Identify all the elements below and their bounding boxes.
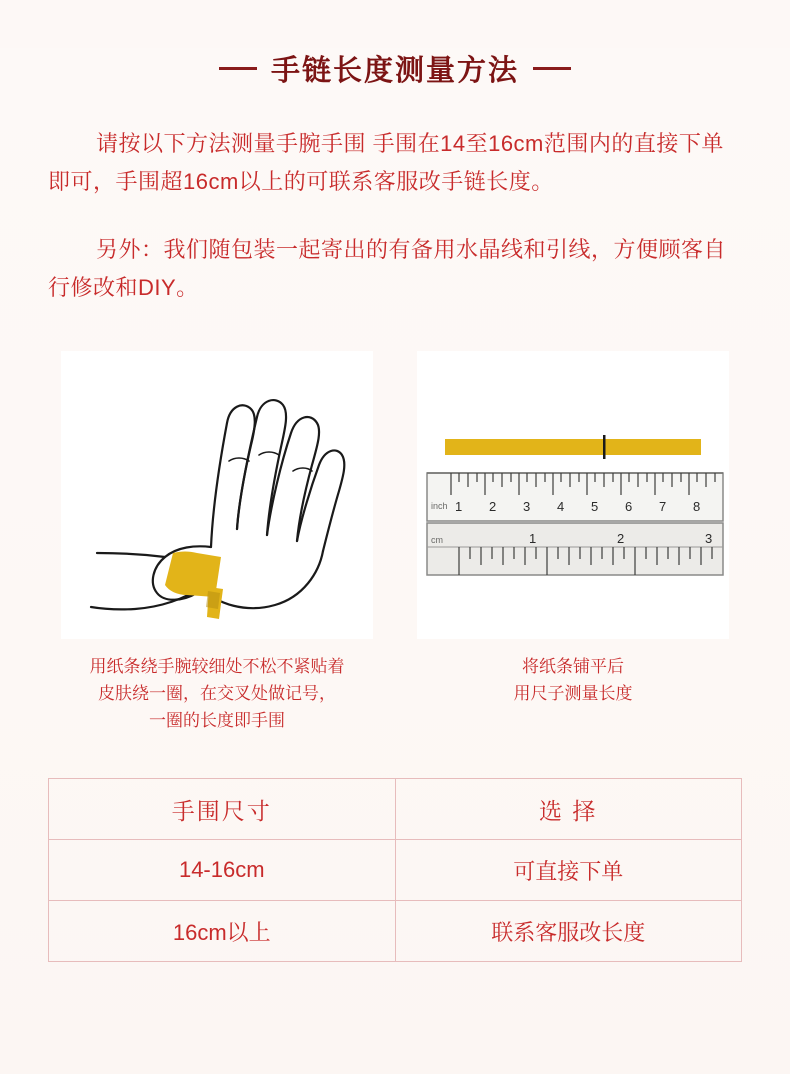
title-dash-left <box>219 67 257 70</box>
table-cell-choice: 可直接下单 <box>395 840 742 901</box>
ruler-illustration-icon <box>417 351 729 639</box>
intro-paragraph-1: 请按以下方法测量手腕手围 手围在14至16cm范围内的直接下单即可，手围超16cm以上的可联系客服改手链长度。 <box>48 131 724 194</box>
table-header-cell-choice: 选 择 <box>395 779 742 840</box>
svg-text:2: 2 <box>489 499 497 514</box>
svg-text:1: 1 <box>455 499 463 514</box>
table-header-row <box>49 779 742 840</box>
svg-text:2: 2 <box>617 531 625 546</box>
figure-hand <box>61 351 373 734</box>
caption-line: 用尺子测量长度 <box>513 684 633 703</box>
svg-text:inch: inch <box>431 501 448 511</box>
ruler-upper <box>427 473 723 521</box>
svg-text:7: 7 <box>659 499 667 514</box>
svg-text:1: 1 <box>529 531 537 546</box>
figure-ruler <box>417 351 729 734</box>
table-cell-size: 16cm以上 <box>49 901 396 962</box>
caption-line: 皮肤绕一圈，在交叉处做记号， <box>98 684 336 703</box>
hand-illustration-icon <box>61 351 373 639</box>
table-header-cell-size: 手围尺寸 <box>49 779 396 840</box>
size-table <box>48 778 742 962</box>
caption-line: 一圈的长度即手围 <box>149 711 285 730</box>
caption-line: 用纸条绕手腕较细处不松不紧贴着 <box>89 657 345 676</box>
figure-ruler-frame <box>417 351 729 639</box>
table-cell-choice: 联系客服改长度 <box>395 901 742 962</box>
svg-text:3: 3 <box>523 499 531 514</box>
page-root <box>0 48 790 1074</box>
page-title <box>0 48 790 89</box>
ruler-lower <box>427 523 723 575</box>
svg-text:8: 8 <box>693 499 701 514</box>
svg-text:3: 3 <box>705 531 713 546</box>
size-table-wrapper <box>48 778 742 962</box>
figure-hand-caption <box>61 653 373 734</box>
caption-line: 将纸条铺平后 <box>522 657 624 676</box>
svg-text:6: 6 <box>625 499 633 514</box>
table-row <box>49 840 742 901</box>
figure-ruler-caption <box>417 653 729 707</box>
title-text: 手链长度测量方法 <box>270 55 519 87</box>
title-dash-right <box>533 67 571 70</box>
table-cell-size: 14-16cm <box>49 840 396 901</box>
table-row <box>49 901 742 962</box>
svg-text:cm: cm <box>431 535 443 545</box>
figure-row <box>0 351 790 734</box>
intro-paragraph-2: 另外：我们随包装一起寄出的有备用水晶线和引线，方便顾客自行修改和DIY。 <box>48 237 727 300</box>
svg-text:4: 4 <box>557 499 565 514</box>
figure-hand-frame <box>61 351 373 639</box>
svg-text:5: 5 <box>591 499 599 514</box>
